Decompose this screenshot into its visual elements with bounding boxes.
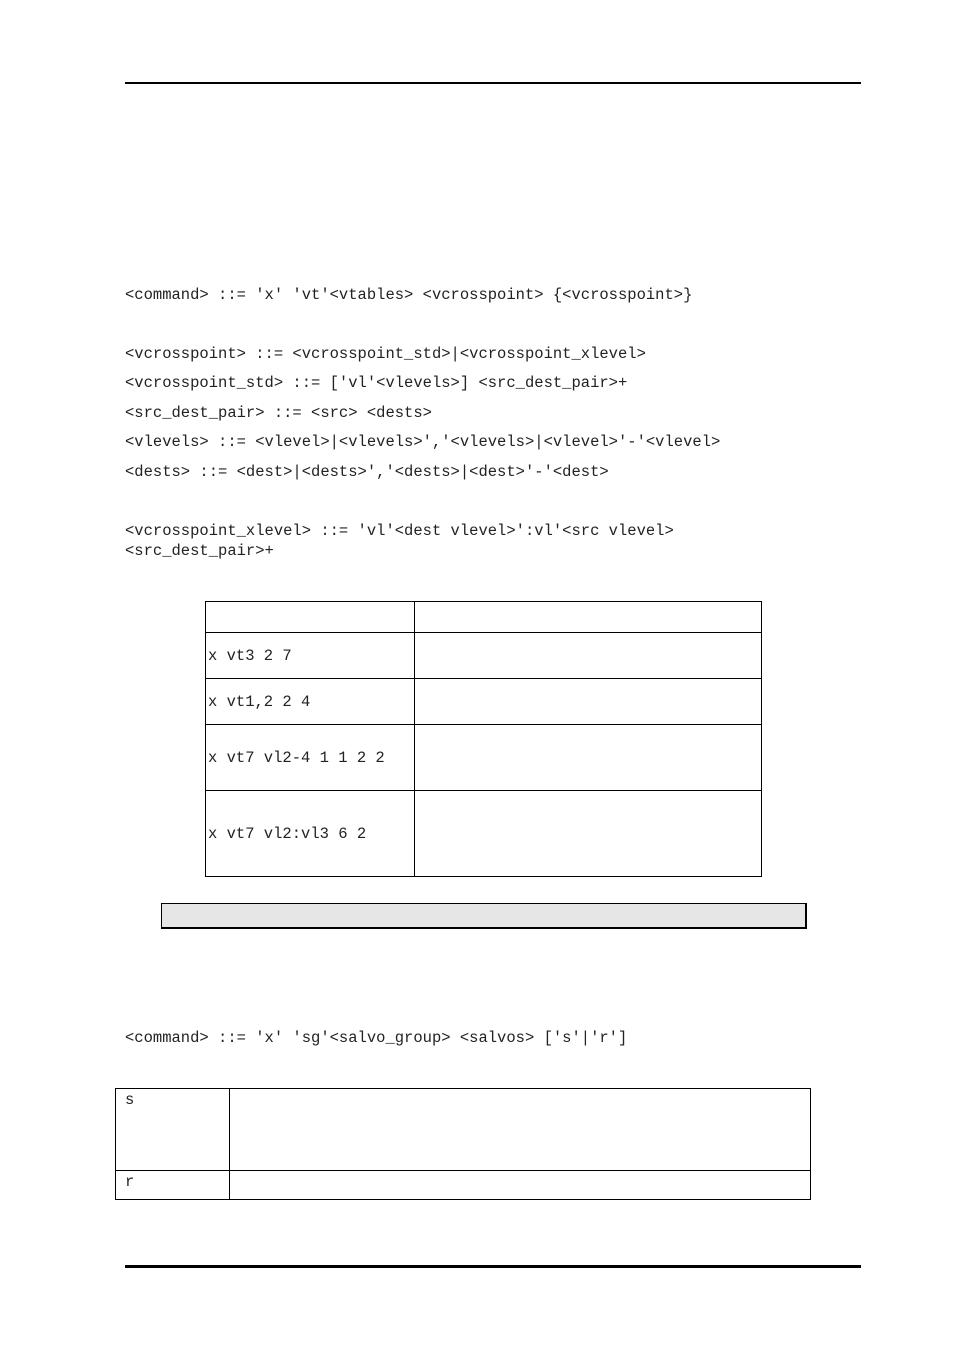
- table-header-row: [206, 602, 762, 633]
- grammar-vcrosspoint-xlevel: <vcrosspoint_xlevel> ::= 'vl'<dest vlevel>':vl'<src vlevel>: [125, 522, 674, 540]
- option-key: r: [116, 1171, 230, 1200]
- grammar-sg-command: <command> ::= 'x' 'sg'<salvo_group> <salvos> ['s'|'r']: [125, 1029, 628, 1047]
- option-description: [230, 1089, 811, 1171]
- options-table: [115, 1088, 811, 1200]
- grammar-vcrosspoint-std: <vcrosspoint_std> ::= ['vl'<vlevels>] <src_dest_pair>+: [125, 374, 628, 392]
- example-description: [415, 725, 762, 791]
- grammar-src-dest-pair: <src_dest_pair> ::= <src> <dests>: [125, 404, 432, 422]
- example-description: [415, 791, 762, 877]
- example-command: x vt1,2 2 4: [206, 679, 415, 725]
- table-header-cell: [206, 602, 415, 633]
- table-row: [116, 1089, 811, 1171]
- example-command: x vt7 vl2:vl3 6 2: [206, 791, 415, 877]
- grammar-vlevels: <vlevels> ::= <vlevel>|<vlevels>','<vlevels>|<vlevel>'-'<vlevel>: [125, 433, 721, 451]
- footer-rule: [125, 1265, 861, 1268]
- grammar-vcrosspoint-xlevel-cont: <src_dest_pair>+: [125, 542, 274, 560]
- table-row: [206, 633, 762, 679]
- example-command: x vt3 2 7: [206, 633, 415, 679]
- example-description: [415, 633, 762, 679]
- example-command: x vt7 vl2-4 1 1 2 2: [206, 725, 415, 791]
- table-row: [206, 791, 762, 877]
- grammar-dests: <dests> ::= <dest>|<dests>','<dests>|<dest>'-'<dest>: [125, 463, 609, 481]
- grammar-vcrosspoint: <vcrosspoint> ::= <vcrosspoint_std>|<vcrosspoint_xlevel>: [125, 345, 646, 363]
- examples-table: [205, 601, 762, 877]
- table-row: [116, 1171, 811, 1200]
- header-rule: [125, 82, 861, 84]
- note-bar: [161, 903, 807, 929]
- example-description: [415, 679, 762, 725]
- table-row: [206, 725, 762, 791]
- option-key: s: [116, 1089, 230, 1171]
- table-header-cell: [415, 602, 762, 633]
- option-description: [230, 1171, 811, 1200]
- table-row: [206, 679, 762, 725]
- grammar-vt-command: <command> ::= 'x' 'vt'<vtables> <vcrosspoint> {<vcrosspoint>}: [125, 286, 693, 304]
